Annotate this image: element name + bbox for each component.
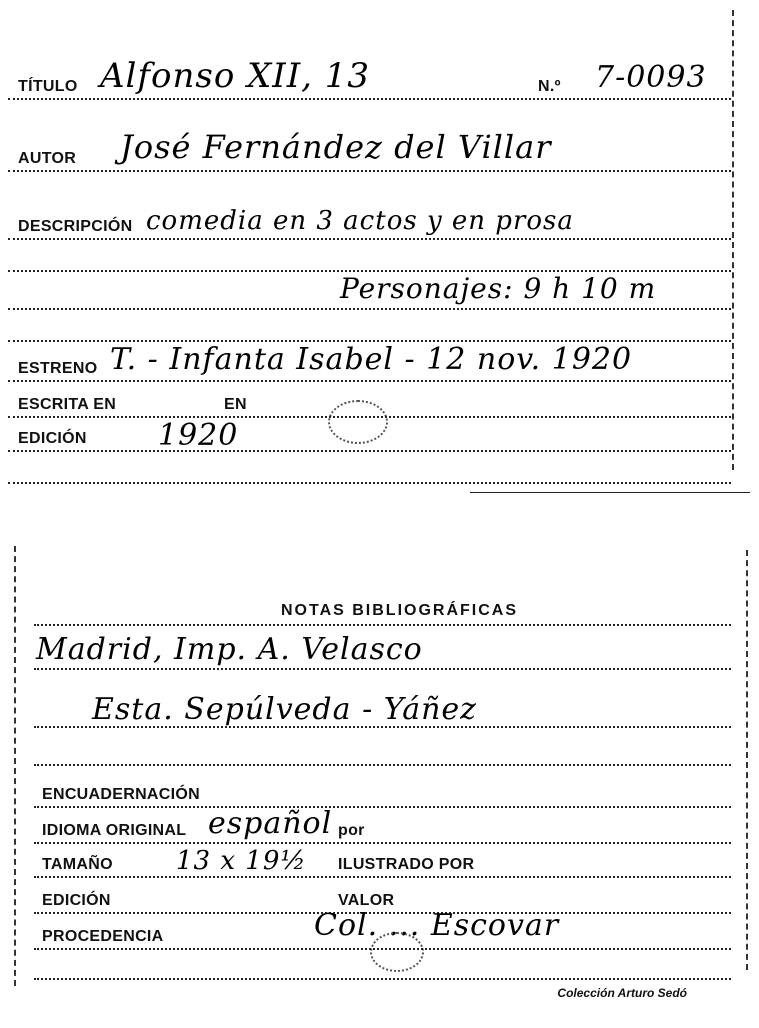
en-label: EN [224, 396, 247, 413]
personajes-value: Personajes: 9 h 10 m [340, 272, 657, 305]
numero-value: 7-0093 [595, 60, 707, 95]
descripcion-label: DESCRIPCIÓN [18, 218, 133, 235]
rule [34, 978, 731, 980]
rule [8, 98, 731, 100]
procedencia-value: Col. ... Escovar [314, 908, 560, 943]
rule [8, 170, 731, 172]
estreno-value: T. - Infanta Isabel - 12 nov. 1920 [110, 342, 633, 377]
tamano-value: 13 x 19½ [176, 846, 307, 876]
rule [34, 948, 731, 950]
rule [8, 308, 731, 310]
notes-line-1: Madrid, Imp. A. Velasco [36, 632, 423, 667]
notas-header: NOTAS BIBLIOGRÁFICAS [280, 602, 519, 619]
valor-label: VALOR [338, 892, 395, 909]
numero-label: N.º [538, 78, 561, 95]
edicion-value: 1920 [158, 418, 239, 453]
encuadernacion-label: ENCUADERNACIÓN [42, 786, 200, 803]
autor-label: AUTOR [18, 150, 77, 167]
collection-credit: Colección Arturo Sedó [557, 986, 687, 1000]
edicion-back-label: EDICIÓN [42, 892, 111, 909]
titulo-label: TÍTULO [18, 78, 78, 95]
rule [34, 764, 731, 766]
card-edge [732, 10, 734, 470]
ilustrado-label: ILUSTRADO POR [338, 856, 475, 873]
rule [34, 842, 731, 844]
autor-value: José Fernández del Villar [120, 128, 552, 166]
rule [8, 482, 731, 484]
catalog-card-front [0, 0, 759, 500]
procedencia-label: PROCEDENCIA [42, 928, 164, 945]
idioma-label: IDIOMA ORIGINAL [42, 822, 187, 839]
escrita-label: ESCRITA EN [18, 396, 117, 413]
rule [34, 726, 731, 728]
rule [34, 624, 731, 626]
por-label: por [338, 822, 365, 839]
notes-line-2: Esta. Sepúlveda - Yáñez [92, 692, 477, 727]
catalog-card-back [0, 540, 759, 1028]
ink-smudge [370, 932, 424, 972]
rule [8, 238, 731, 240]
rule [8, 450, 731, 452]
rule [34, 668, 731, 670]
rule [34, 806, 731, 808]
cut-line [470, 492, 750, 493]
ink-smudge [328, 400, 388, 444]
estreno-label: ESTRENO [18, 360, 98, 377]
rule [8, 380, 731, 382]
idioma-value: español [208, 806, 333, 841]
tamano-label: TAMAÑO [42, 856, 113, 873]
titulo-value: Alfonso XII, 13 [100, 56, 371, 96]
edicion-label: EDICIÓN [18, 430, 87, 447]
descripcion-value: comedia en 3 actos y en prosa [146, 206, 574, 236]
rule [34, 876, 731, 878]
rule [8, 416, 731, 418]
